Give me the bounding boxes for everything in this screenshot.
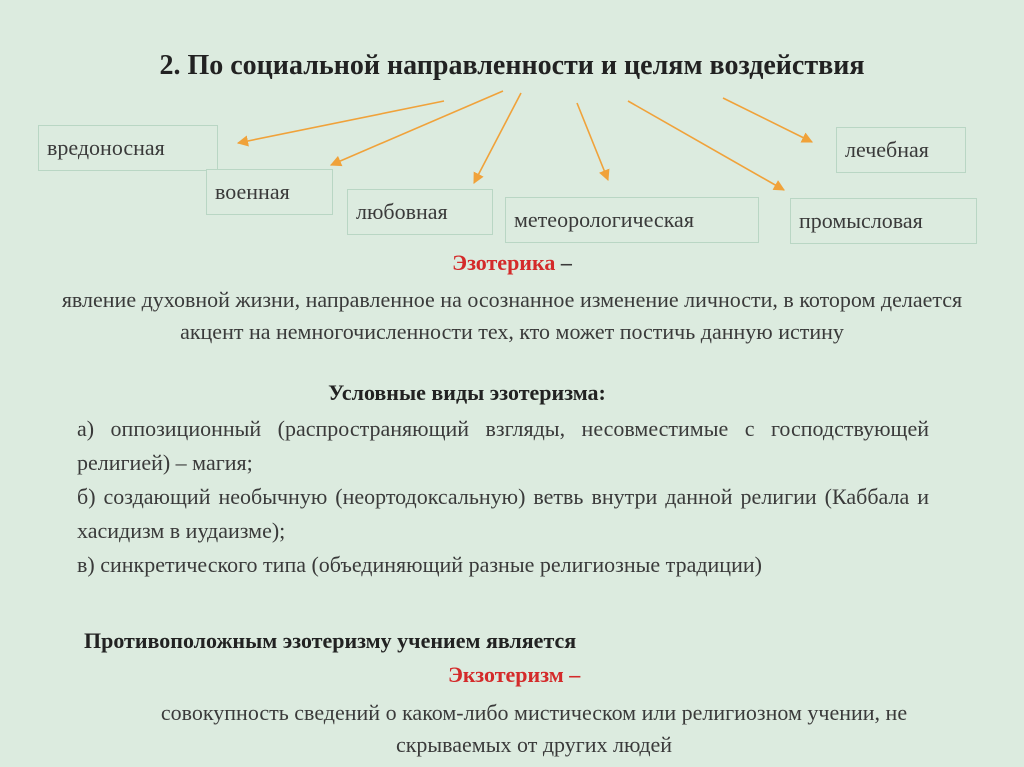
- exoterism-definition-text: совокупность сведений о каком-либо мистическом или религиозном учении, не скрываемых от других людей: [160, 700, 908, 757]
- arrow-to-lechebnaya: [723, 98, 812, 142]
- category-box: метеорологическая: [505, 197, 759, 243]
- list-item: б) создающий необычную (неортодоксальную) ветвь внутри данной религии (Каббала и хасидизм в иудаизме);: [77, 484, 929, 543]
- esoterics-definition: [36, 284, 988, 348]
- arrow-to-vredonosnaya: [238, 101, 444, 143]
- types-heading: Условные виды эзотеризма:: [328, 380, 606, 405]
- category-box: любовная: [347, 189, 493, 235]
- arrow-to-voennaya: [331, 91, 503, 165]
- category-box: военная: [206, 169, 333, 215]
- list-item: а) оппозиционный (распространяющий взгляды, несовместимые с господствующей религией) – магия;: [77, 416, 929, 475]
- arrow-to-lyubovnaya: [474, 93, 521, 183]
- esoterics-dash: –: [555, 250, 572, 275]
- list-item: в) синкретического типа (объединяющий разные религиозные традиции): [77, 552, 762, 577]
- opposite-heading: Противоположным эзотеризму учением является: [84, 628, 577, 653]
- exoterism-definition: [0, 697, 1024, 761]
- category-box: лечебная: [836, 127, 966, 173]
- esoterics-heading: [0, 250, 1024, 276]
- category-box: промысловая: [790, 198, 977, 244]
- category-box: вредоносная: [38, 125, 218, 171]
- esoterics-term: Эзотерика: [452, 250, 556, 275]
- types-list: [77, 412, 929, 582]
- arrow-to-promyslovaya: [628, 101, 784, 190]
- slide-title: 2. По социальной направленности и целям воздействия: [159, 50, 865, 81]
- arrow-to-meteorologicheskaya: [577, 103, 608, 180]
- exoterism-term: Экзотеризм –: [448, 662, 581, 687]
- esoterics-definition-text: явление духовной жизни, направленное на осознанное изменение личности, в котором делается акцент на немногочисленности тех, кто может постичь данную истину: [61, 287, 963, 344]
